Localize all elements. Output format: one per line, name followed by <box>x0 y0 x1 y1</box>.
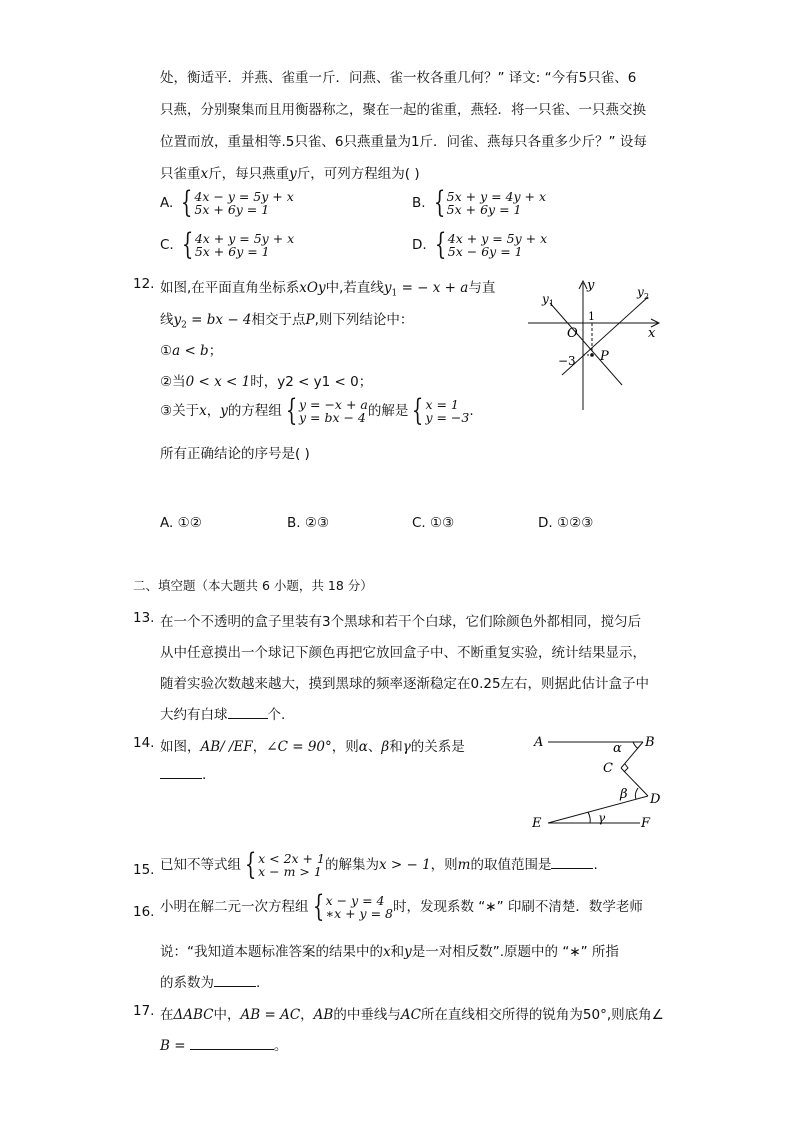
q11-option-d[interactable]: D. { 4x + y = 5y + x 5x − 6y = 1 <box>412 227 548 262</box>
origin-label: O <box>567 326 578 341</box>
q14-parallel-lines-figure <box>528 728 668 836</box>
alpha-arc <box>633 742 638 748</box>
tick-y-label: −3 <box>558 354 576 368</box>
q13-line: 随着实验次数越来越大，摸到黑球的频率逐渐稳定在0.25左右，则据此估计盒子中 <box>160 676 650 692</box>
label-f: F <box>641 816 651 831</box>
answer-blank[interactable] <box>160 766 202 779</box>
q11-line: 只燕，分别聚集而且用衡器称之，聚在一起的雀重，燕轻．将一只雀、一只燕交换 <box>160 102 646 118</box>
y-axis-label: y <box>587 278 595 293</box>
q11-option-b[interactable]: B. { 5x + y = 4y + x 5x + 6y = 1 <box>412 185 547 220</box>
answer-blank[interactable] <box>228 706 268 719</box>
line-y1-subscript: 1 <box>549 299 555 308</box>
q11-line: 处，衡适平．并燕、雀重一斤．问燕、雀一枚各重几何？” 译文: “今有5只雀、6 <box>160 70 637 86</box>
point-p-label: P <box>600 349 609 364</box>
q16-line: 说：“我知道本题标准答案的结果中的x和y是一对相反数”.原题中的 “∗” 所指 <box>160 944 619 960</box>
question-number: 13. <box>133 610 155 626</box>
label-alpha: α <box>613 741 622 756</box>
label-d: D <box>650 792 661 807</box>
q14-line: 如图，AB/ /EF，∠C = 90°，则α、β和γ的关系是 <box>160 739 465 755</box>
q16-line: 小明在解二元一次方程组 { x − y = 4 ∗x + y = 8 时，发现系数 “∗” 印刷不清楚．数学老师 <box>160 889 643 924</box>
q12-option-c[interactable]: C. ①③ <box>412 515 455 531</box>
label-beta: β <box>620 787 628 802</box>
q13-line: 从中任意摸出一个球记下颜色再把它放回盒子中、不断重复实验，统计结果显示， <box>160 645 646 661</box>
label-a: A <box>534 735 544 750</box>
right-angle-mark <box>624 764 628 772</box>
q12-line: 线$y_2$ = bx − 4相交于点P,则下列结论中： <box>160 312 414 331</box>
question-number: 14. <box>133 735 155 751</box>
answer-blank[interactable] <box>551 856 593 869</box>
x-axis-label: x <box>648 326 656 341</box>
q11-option-c[interactable]: C. { 4x + y = 5y + x 5x + 6y = 1 <box>160 227 295 262</box>
answer-blank[interactable] <box>214 974 256 987</box>
q12-option-d[interactable]: D. ①②③ <box>538 515 594 531</box>
label-c: C <box>603 761 613 776</box>
line-y2-label: y <box>637 285 644 299</box>
q17-line: B = 。 <box>160 1038 288 1054</box>
q13-line: 在一个不透明的盒子里装有3个黑球和若干个白球，它们除颜色外都相同，搅匀后 <box>160 614 642 630</box>
q16-line: 的系数为 . <box>160 975 261 991</box>
q13-line: 大约有白球 个. <box>160 707 286 723</box>
q17-line: 在ΔABC中，AB = AC，AB的中垂线与AC所在直线相交所得的锐角为50°,则底角∠ <box>160 1007 664 1023</box>
q11-line: 只雀重x斤，每只燕重y斤，可列方程组为( ) <box>160 166 420 182</box>
question-number: 16. <box>133 904 155 920</box>
q12-option-a[interactable]: A. ①② <box>160 515 202 531</box>
question-number: 12. <box>133 276 155 292</box>
q11-option-a[interactable]: A. { 4x − y = 5y + x 5x + 6y = 1 <box>160 185 294 220</box>
line-y1 <box>550 303 622 385</box>
q12-conclusion-3: ③关于x，y的方程组 { y = −x + a y = bx − 4 的解是 { x = 1 y = −3 . <box>160 393 474 428</box>
q12-conclusion-1: ①a < b； <box>160 343 223 359</box>
question-number: 15. <box>133 862 155 878</box>
q11-line: 位置而放，重量相等.5只雀、6只燕重量为1斤．问雀、燕每只各重多少斤？” 设每 <box>160 134 647 150</box>
q12-option-b[interactable]: B. ②③ <box>287 515 330 531</box>
tick-x-label: 1 <box>588 310 595 323</box>
point-p-marker <box>590 353 594 357</box>
line-y1-label: y <box>542 292 549 306</box>
gamma-arc <box>588 812 590 823</box>
q15-line: 已知不等式组 { x < 2x + 1 x − m > 1 的解集为x > − 1，则m的取值范围是 . <box>160 847 598 882</box>
line-y2-subscript: 2 <box>644 292 650 301</box>
q14-line: . <box>160 766 206 783</box>
answer-blank[interactable] <box>190 1037 274 1050</box>
label-gamma: γ <box>598 811 606 825</box>
q12-line: 如图,在平面直角坐标系xOy中,若直线$y_1$ = − x + a与直 <box>160 280 496 299</box>
label-b: B <box>645 735 655 750</box>
q12-ask: 所有正确结论的序号是( ) <box>160 446 310 462</box>
beta-arc <box>635 788 638 799</box>
q12-conclusion-2: ②当0 < x < 1时，y2 < y1 < 0； <box>160 374 373 390</box>
label-e: E <box>532 816 542 831</box>
segment-bc <box>621 742 643 768</box>
section-title: 二、填空题（本大题共 6 小题，共 18 分） <box>133 578 373 593</box>
q12-coordinate-graph <box>520 275 665 415</box>
question-number: 17. <box>133 1003 155 1019</box>
